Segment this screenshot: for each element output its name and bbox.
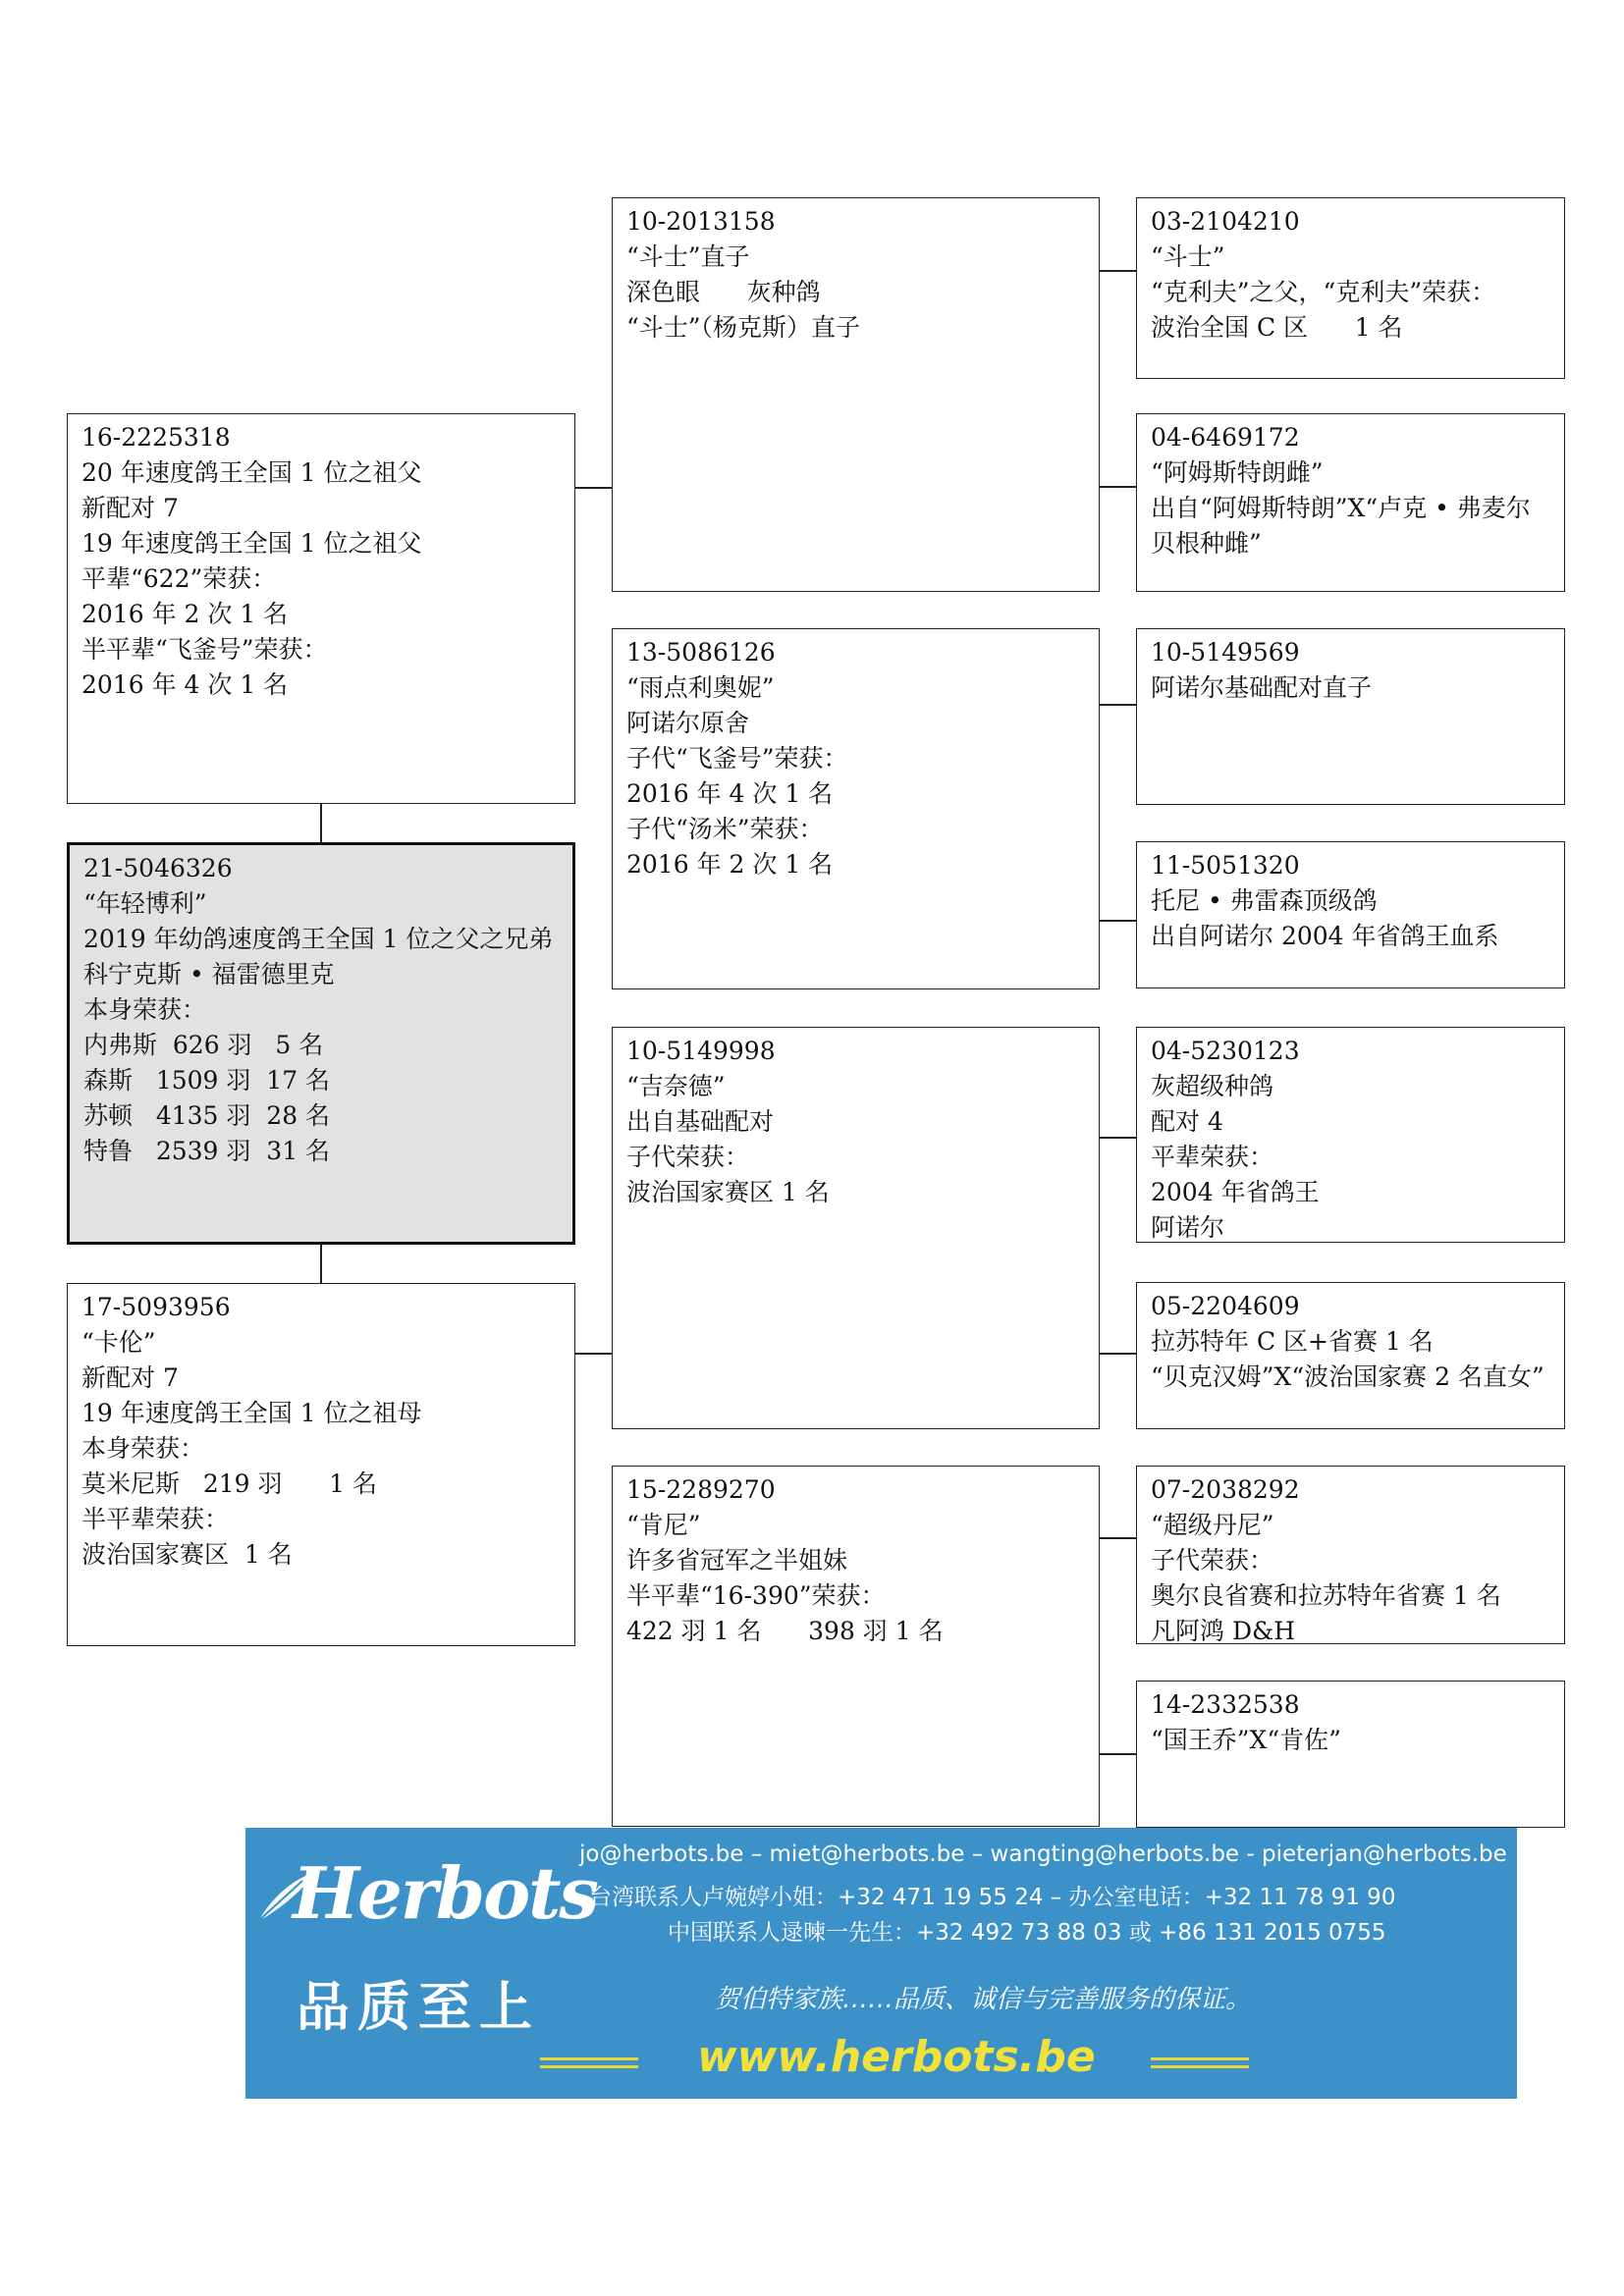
banner-china-contact: 中国联系人逯暕一先生：+32 492 73 88 03 或 +86 131 2015 0755	[668, 1920, 1386, 1946]
decor-line-right-1	[1151, 2057, 1249, 2060]
ring-number: 04-5230123	[1151, 1037, 1300, 1065]
pedigree-text-line: 20 年速度鸽王全国 1 位之祖父	[81, 458, 422, 487]
pedigree-text-line: 拉苏特年 C 区+省赛 1 名	[1151, 1327, 1434, 1356]
ring-number: 07-2038292	[1151, 1475, 1300, 1504]
great-grandparent-box-1	[1136, 197, 1565, 379]
ring-number: 17-5093956	[81, 1293, 231, 1321]
connector-sire-subject	[320, 804, 322, 842]
pedigree-text-line: 2016 年 4 次 1 名	[626, 779, 834, 808]
sire-box	[67, 413, 575, 804]
ring-number: 10-2013158	[626, 207, 776, 236]
pedigree-text-line: “斗士”（杨克斯）直子	[626, 313, 861, 342]
pedigree-text-line: 出自阿诺尔 2004 年省鸽王血系	[1151, 922, 1499, 950]
banner-taiwan-contact: 台湾联系人卢婉婷小姐：+32 471 19 55 24 – 办公室电话：+32 11 78 91 90	[589, 1885, 1396, 1910]
pedigree-text-line: 波治国家赛区 1 名	[81, 1540, 293, 1569]
connector-sire-parents	[575, 487, 612, 489]
pedigree-text-line: 出自基础配对	[626, 1107, 775, 1136]
pedigree-text-line: 特鲁 2539 羽 31 名	[83, 1137, 331, 1165]
pedigree-text-line: 阿诺尔基础配对直子	[1151, 673, 1373, 702]
pedigree-text-line: “超级丹尼”	[1151, 1511, 1274, 1539]
pedigree-text-line: 森斯 1509 羽 17 名	[83, 1066, 331, 1095]
ring-number: 03-2104210	[1151, 207, 1300, 236]
pedigree-text-line: 许多省冠军之半姐妹	[626, 1546, 848, 1575]
pedigree-text-line: 配对 4	[1151, 1107, 1223, 1136]
ring-number: 15-2289270	[626, 1475, 776, 1504]
pedigree-text-line: 本身荣获：	[83, 995, 207, 1024]
pedigree-text-line: 半平辈“16-390”荣获：	[626, 1581, 886, 1610]
great-grandparent-box-6	[1136, 1282, 1565, 1429]
pedigree-text-line: 半平辈“飞釜号”荣获：	[81, 635, 328, 664]
pedigree-text-line: “斗士”	[1151, 242, 1225, 271]
pedigree-text-line: 内弗斯 626 羽 5 名	[83, 1031, 324, 1059]
pedigree-text-line: 灰超级种鸽	[1151, 1072, 1274, 1100]
website-link[interactable]: www.herbots.be	[697, 2032, 1096, 2082]
pedigree-text-line: 出自“阿姆斯特朗”X“卢克 • 弗麦尔贝根种雌”	[1151, 494, 1531, 558]
brand-slogan: 品质至上	[297, 1976, 540, 2038]
pedigree-text-line: “克利夫”之父，“克利夫”荣获：	[1151, 278, 1496, 306]
pedigree-text-line: 阿诺尔原舍	[626, 709, 750, 737]
pedigree-text-line: 新配对 7	[81, 1363, 179, 1392]
great-grandparent-box-7	[1136, 1466, 1565, 1644]
dam-dam-box	[612, 1466, 1100, 1827]
pedigree-text-line: “贝克汉姆”X“波治国家赛 2 名直女”	[1151, 1362, 1544, 1391]
ring-number: 13-5086126	[626, 638, 776, 667]
pedigree-text-line: 2004 年省鸽王	[1151, 1178, 1320, 1206]
connector-gp1-a	[1100, 270, 1136, 272]
pedigree-text-line: 2016 年 2 次 1 名	[626, 850, 834, 879]
pedigree-text-line: “卡伦”	[81, 1328, 156, 1357]
pedigree-text-line: 苏顿 4135 羽 28 名	[83, 1101, 331, 1130]
pedigree-text-line: 平辈荣获：	[1151, 1143, 1274, 1171]
connector-gp2-b	[1100, 920, 1136, 922]
pedigree-text-line: 莫米尼斯 219 羽 1 名	[81, 1469, 378, 1498]
connector-subject-dam	[320, 1245, 322, 1283]
pedigree-text-line: “阿姆斯特朗雌”	[1151, 458, 1324, 487]
pedigree-text-line: 422 羽 1 名 398 羽 1 名	[626, 1617, 944, 1645]
pedigree-text-line: “年轻博利”	[83, 889, 207, 918]
sire-sire-box	[612, 197, 1100, 592]
pedigree-text-line: “雨点利奥妮”	[626, 673, 775, 702]
pedigree-text-line: 阿诺尔	[1151, 1213, 1225, 1242]
dam-sire-box	[612, 1027, 1100, 1429]
pedigree-text-line: 科宁克斯 • 福雷德里克	[83, 960, 335, 988]
decor-line-left-1	[540, 2057, 638, 2060]
pedigree-text-line: “斗士”直子	[626, 242, 750, 271]
great-grandparent-box-4	[1136, 841, 1565, 988]
pedigree-text-line: 奥尔良省赛和拉苏特年省赛 1 名	[1151, 1581, 1501, 1610]
ring-number: 11-5051320	[1151, 851, 1300, 880]
connector-gp3-b	[1100, 1353, 1136, 1355]
ring-number: 14-2332538	[1151, 1690, 1300, 1719]
decor-line-left-2	[540, 2065, 638, 2068]
pedigree-text-line: 19 年速度鸽王全国 1 位之祖父	[81, 529, 422, 558]
pedigree-text-line: 深色眼 灰种鸽	[626, 278, 821, 306]
ring-number: 05-2204609	[1151, 1292, 1300, 1320]
sire-dam-box	[612, 628, 1100, 989]
dam-box	[67, 1283, 575, 1646]
pedigree-text-line: 本身荣获：	[81, 1434, 205, 1463]
connector-dam-parents	[575, 1353, 612, 1355]
brand-logo-text: Herbots	[293, 1851, 597, 1935]
pedigree-text-line: 2016 年 4 次 1 名	[81, 670, 289, 699]
connector-gp1-b	[1100, 486, 1136, 488]
pedigree-text-line: 托尼 • 弗雷森顶级鸽	[1151, 886, 1378, 915]
pedigree-text-line: 2019 年幼鸽速度鸽王全国 1 位之父之兄弟	[83, 925, 554, 953]
subject-box	[67, 842, 575, 1245]
decor-line-right-2	[1151, 2065, 1249, 2068]
connector-gp4-a	[1100, 1537, 1136, 1539]
pedigree-text-line: 半平辈荣获：	[81, 1505, 230, 1533]
ring-number: 16-2225318	[81, 423, 231, 452]
ring-number: 10-5149569	[1151, 638, 1300, 667]
banner-motto: 贺伯特家族……品质、诚信与完善服务的保证。	[715, 1985, 1252, 2014]
great-grandparent-box-8	[1136, 1681, 1565, 1828]
pedigree-text-line: 波治国家赛区 1 名	[626, 1178, 830, 1206]
great-grandparent-box-5	[1136, 1027, 1565, 1243]
pedigree-text-line: 19 年速度鸽王全国 1 位之祖母	[81, 1399, 422, 1427]
connector-gp4-b	[1100, 1753, 1136, 1755]
pedigree-text-line: 子代“飞釜号”荣获：	[626, 744, 848, 773]
pedigree-text-line: 波治全国 C 区 1 名	[1151, 313, 1403, 342]
ring-number: 10-5149998	[626, 1037, 776, 1065]
ring-number: 04-6469172	[1151, 423, 1300, 452]
great-grandparent-box-3	[1136, 628, 1565, 805]
connector-gp2-a	[1100, 704, 1136, 706]
pedigree-text-line: 新配对 7	[81, 494, 179, 522]
pedigree-text-line: “肯尼”	[626, 1511, 701, 1539]
pedigree-text-line: 平辈“622”荣获：	[81, 564, 277, 593]
banner-emails[interactable]: jo@herbots.be – miet@herbots.be – wangting@herbots.be - pieterjan@herbots.be	[579, 1842, 1507, 1867]
pedigree-text-line: 凡阿鸿 D&H	[1151, 1617, 1296, 1644]
herbots-banner	[245, 1828, 1517, 2099]
pedigree-text-line: “吉奈德”	[626, 1072, 726, 1100]
pedigree-text-line: 子代荣获：	[1151, 1546, 1274, 1575]
pedigree-text-line: “国王乔”X“肯佐”	[1151, 1726, 1341, 1754]
pedigree-text-line: 2016 年 2 次 1 名	[81, 600, 289, 628]
connector-gp3-a	[1100, 1137, 1136, 1139]
ring-number: 21-5046326	[83, 854, 233, 882]
pedigree-text-line: 子代“汤米”荣获：	[626, 815, 824, 843]
great-grandparent-box-2	[1136, 413, 1565, 592]
pedigree-text-line: 子代荣获：	[626, 1143, 750, 1171]
